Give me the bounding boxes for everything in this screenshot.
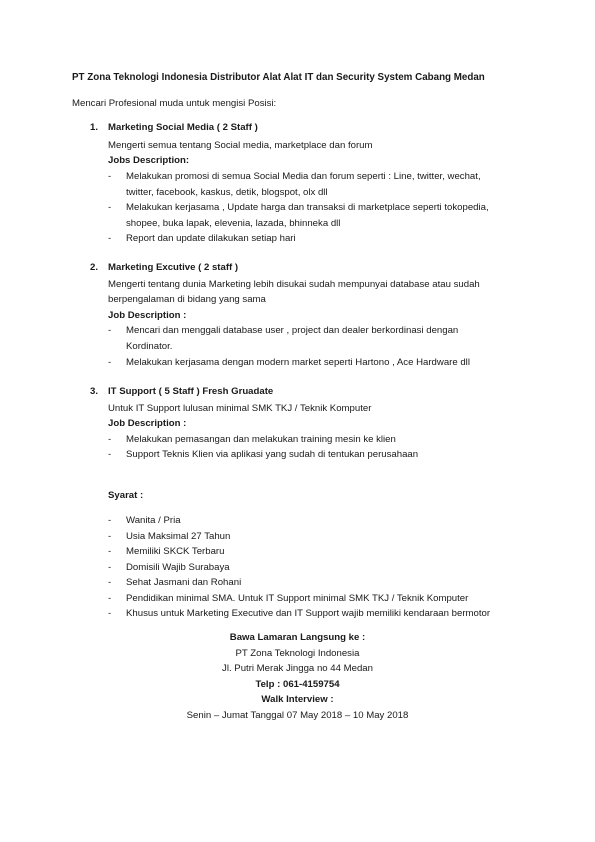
list-item-text: twitter, facebook, kaskus, detik, blogspot, olx dll — [126, 186, 328, 198]
list-item-text: shopee, buka lapak, elevenia, lazada, bhinneka dll — [126, 217, 341, 229]
list-item-text: Memiliki SKCK Terbaru — [126, 546, 225, 557]
position-number: 2. — [90, 262, 99, 273]
bullet-dash: - — [108, 325, 112, 336]
list-item-text: Melakukan kerjasama dengan modern market seperti Hartono , Ace Hardware dll — [126, 357, 470, 368]
contact-company: PT Zona Teknologi Indonesia — [235, 648, 360, 659]
bullet-dash: - — [108, 592, 112, 604]
document-title: PT Zona Teknologi Indonesia Distributor Alat Alat IT dan Security System Cabang Medan — [72, 72, 485, 83]
requirements-label: Syarat : — [108, 490, 144, 501]
position-number: 1. — [90, 122, 99, 133]
job-description-label: Job Description : — [108, 310, 187, 321]
list-item-text: Kordinator. — [126, 340, 173, 352]
list-item-text: Mencari dan menggali database user , project dan dealer berkordinasi dengan — [126, 325, 459, 336]
position-number: 3. — [90, 386, 99, 397]
list-item-text: Khusus untuk Marketing Executive dan IT Support wajib memiliki kendaraan bermotor — [126, 608, 491, 619]
bullet-dash: - — [108, 449, 112, 460]
position-summary: berpengalaman di bidang yang sama — [108, 294, 266, 305]
walk-interview-heading: Walk Interview : — [261, 694, 334, 705]
interview-schedule: Senin – Jumat Tanggal 07 May 2018 – 10 May 2018 — [186, 710, 409, 721]
list-item-text: Wanita / Pria — [126, 515, 181, 526]
bullet-dash: - — [108, 434, 112, 445]
list-item-text: Usia Maksimal 27 Tahun — [126, 530, 231, 542]
list-item-text: Domisili Wajib Surabaya — [126, 561, 230, 573]
list-item-text: Support Teknis Klien via aplikasi yang sudah di tentukan perusahaan — [126, 449, 419, 460]
job-description-label: Job Description : — [108, 418, 187, 429]
bullet-dash: - — [108, 561, 112, 573]
position-summary: Mengerti semua tentang Social media, marketplace dan forum — [108, 140, 373, 151]
bullet-dash: - — [108, 530, 112, 542]
bullet-dash: - — [108, 171, 112, 182]
position-summary: Untuk IT Support lulusan minimal SMK TKJ / Teknik Komputer — [108, 403, 372, 414]
bullet-dash: - — [108, 233, 112, 244]
contact-heading: Bawa Lamaran Langsung ke : — [229, 632, 366, 643]
position-title: Marketing Excutive ( 2 staff ) — [108, 262, 239, 273]
bullet-dash: - — [108, 608, 112, 619]
bullet-dash: - — [108, 577, 112, 588]
bullet-dash: - — [108, 515, 112, 526]
bullet-dash: - — [108, 546, 112, 557]
contact-telp: Telp : 061-4159754 — [255, 679, 340, 690]
bullet-dash: - — [108, 202, 112, 213]
bullet-dash: - — [108, 357, 112, 368]
position-title: Marketing Social Media ( 2 Staff ) — [108, 122, 258, 133]
list-item-text: Melakukan promosi di semua Social Media dan forum seperti : Line, twitter, wechat, — [126, 171, 481, 182]
list-item-text: Sehat Jasmani dan Rohani — [126, 577, 242, 588]
list-item-text: Pendidikan minimal SMA. Untuk IT Support minimal SMK TKJ / Teknik Komputer — [126, 592, 469, 604]
job-description-label: Jobs Description: — [108, 155, 190, 166]
contact-address: Jl. Putri Merak Jingga no 44 Medan — [222, 663, 373, 674]
list-item-text: Report dan update dilakukan setiap hari — [126, 233, 296, 244]
list-item-text: Melakukan kerjasama , Update harga dan transaksi di marketplace seperti tokopedia, — [126, 202, 489, 213]
position-summary: Mengerti tentang dunia Marketing lebih disukai sudah mempunyai database atau sudah — [108, 279, 480, 290]
list-item-text: Melakukan pemasangan dan melakukan training mesin ke klien — [126, 434, 396, 445]
intro-text: Mencari Profesional muda untuk mengisi Posisi: — [72, 98, 277, 109]
position-title: IT Support ( 5 Staff ) Fresh Gruadate — [108, 386, 274, 397]
